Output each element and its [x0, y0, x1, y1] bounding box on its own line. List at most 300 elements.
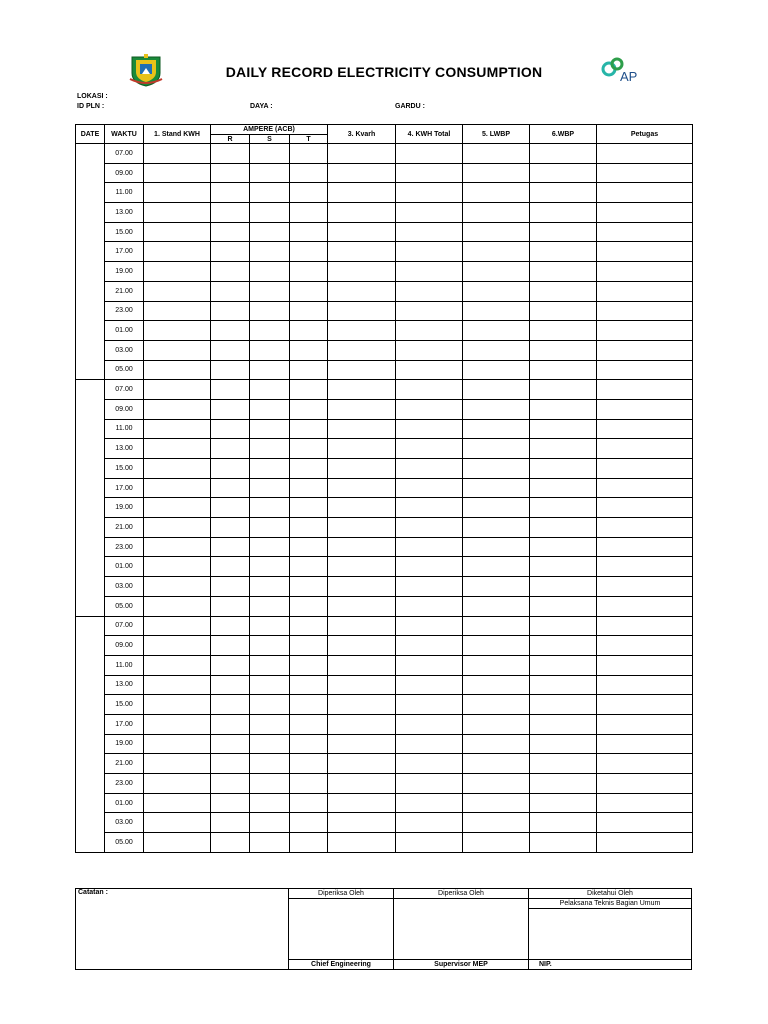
- ampere-s-cell[interactable]: [250, 636, 290, 656]
- ampere-t-cell[interactable]: [290, 203, 328, 223]
- wbp-cell[interactable]: [530, 262, 597, 282]
- stand-kwh-cell[interactable]: [144, 144, 211, 164]
- kwh-total-cell[interactable]: [396, 793, 463, 813]
- ampere-s-cell[interactable]: [250, 439, 290, 459]
- lwbp-cell[interactable]: [463, 459, 530, 479]
- date-cell[interactable]: [76, 144, 105, 380]
- lwbp-cell[interactable]: [463, 655, 530, 675]
- ampere-s-cell[interactable]: [250, 301, 290, 321]
- petugas-cell[interactable]: [597, 616, 693, 636]
- wbp-cell[interactable]: [530, 813, 597, 833]
- kwh-total-cell[interactable]: [396, 459, 463, 479]
- petugas-cell[interactable]: [597, 340, 693, 360]
- ampere-t-cell[interactable]: [290, 655, 328, 675]
- ampere-t-cell[interactable]: [290, 399, 328, 419]
- kwh-total-cell[interactable]: [396, 577, 463, 597]
- petugas-cell[interactable]: [597, 262, 693, 282]
- ampere-s-cell[interactable]: [250, 399, 290, 419]
- ampere-t-cell[interactable]: [290, 340, 328, 360]
- kwh-total-cell[interactable]: [396, 675, 463, 695]
- petugas-cell[interactable]: [597, 478, 693, 498]
- lwbp-cell[interactable]: [463, 616, 530, 636]
- stand-kwh-cell[interactable]: [144, 596, 211, 616]
- wbp-cell[interactable]: [530, 616, 597, 636]
- petugas-cell[interactable]: [597, 833, 693, 853]
- ampere-r-cell[interactable]: [211, 419, 250, 439]
- wbp-cell[interactable]: [530, 222, 597, 242]
- petugas-cell[interactable]: [597, 459, 693, 479]
- ampere-t-cell[interactable]: [290, 459, 328, 479]
- wbp-cell[interactable]: [530, 419, 597, 439]
- stand-kwh-cell[interactable]: [144, 321, 211, 341]
- ampere-t-cell[interactable]: [290, 675, 328, 695]
- ampere-t-cell[interactable]: [290, 518, 328, 538]
- kvarh-cell[interactable]: [328, 655, 396, 675]
- petugas-cell[interactable]: [597, 655, 693, 675]
- ampere-s-cell[interactable]: [250, 655, 290, 675]
- petugas-cell[interactable]: [597, 498, 693, 518]
- kvarh-cell[interactable]: [328, 557, 396, 577]
- lwbp-cell[interactable]: [463, 144, 530, 164]
- kvarh-cell[interactable]: [328, 281, 396, 301]
- kvarh-cell[interactable]: [328, 478, 396, 498]
- kwh-total-cell[interactable]: [396, 144, 463, 164]
- ampere-r-cell[interactable]: [211, 183, 250, 203]
- stand-kwh-cell[interactable]: [144, 163, 211, 183]
- ampere-t-cell[interactable]: [290, 144, 328, 164]
- ampere-r-cell[interactable]: [211, 714, 250, 734]
- wbp-cell[interactable]: [530, 281, 597, 301]
- lwbp-cell[interactable]: [463, 774, 530, 794]
- lwbp-cell[interactable]: [463, 714, 530, 734]
- lwbp-cell[interactable]: [463, 518, 530, 538]
- ampere-s-cell[interactable]: [250, 596, 290, 616]
- kvarh-cell[interactable]: [328, 734, 396, 754]
- ampere-s-cell[interactable]: [250, 419, 290, 439]
- ampere-t-cell[interactable]: [290, 833, 328, 853]
- ampere-r-cell[interactable]: [211, 833, 250, 853]
- ampere-t-cell[interactable]: [290, 498, 328, 518]
- petugas-cell[interactable]: [597, 281, 693, 301]
- kwh-total-cell[interactable]: [396, 399, 463, 419]
- ampere-r-cell[interactable]: [211, 439, 250, 459]
- petugas-cell[interactable]: [597, 813, 693, 833]
- stand-kwh-cell[interactable]: [144, 714, 211, 734]
- kvarh-cell[interactable]: [328, 577, 396, 597]
- ampere-r-cell[interactable]: [211, 577, 250, 597]
- wbp-cell[interactable]: [530, 714, 597, 734]
- ampere-t-cell[interactable]: [290, 714, 328, 734]
- petugas-cell[interactable]: [597, 636, 693, 656]
- ampere-t-cell[interactable]: [290, 262, 328, 282]
- ampere-s-cell[interactable]: [250, 518, 290, 538]
- petugas-cell[interactable]: [597, 203, 693, 223]
- petugas-cell[interactable]: [597, 321, 693, 341]
- kvarh-cell[interactable]: [328, 183, 396, 203]
- petugas-cell[interactable]: [597, 419, 693, 439]
- ampere-t-cell[interactable]: [290, 537, 328, 557]
- stand-kwh-cell[interactable]: [144, 183, 211, 203]
- petugas-cell[interactable]: [597, 537, 693, 557]
- wbp-cell[interactable]: [530, 498, 597, 518]
- stand-kwh-cell[interactable]: [144, 262, 211, 282]
- kwh-total-cell[interactable]: [396, 321, 463, 341]
- stand-kwh-cell[interactable]: [144, 340, 211, 360]
- kvarh-cell[interactable]: [328, 813, 396, 833]
- ampere-t-cell[interactable]: [290, 557, 328, 577]
- ampere-t-cell[interactable]: [290, 301, 328, 321]
- kwh-total-cell[interactable]: [396, 242, 463, 262]
- lwbp-cell[interactable]: [463, 340, 530, 360]
- wbp-cell[interactable]: [530, 695, 597, 715]
- lwbp-cell[interactable]: [463, 577, 530, 597]
- ampere-r-cell[interactable]: [211, 301, 250, 321]
- lwbp-cell[interactable]: [463, 360, 530, 380]
- kvarh-cell[interactable]: [328, 596, 396, 616]
- lwbp-cell[interactable]: [463, 439, 530, 459]
- ampere-r-cell[interactable]: [211, 655, 250, 675]
- kwh-total-cell[interactable]: [396, 655, 463, 675]
- petugas-cell[interactable]: [597, 183, 693, 203]
- ampere-s-cell[interactable]: [250, 242, 290, 262]
- petugas-cell[interactable]: [597, 577, 693, 597]
- wbp-cell[interactable]: [530, 242, 597, 262]
- kwh-total-cell[interactable]: [396, 537, 463, 557]
- kwh-total-cell[interactable]: [396, 301, 463, 321]
- ampere-s-cell[interactable]: [250, 163, 290, 183]
- petugas-cell[interactable]: [597, 675, 693, 695]
- ampere-r-cell[interactable]: [211, 616, 250, 636]
- wbp-cell[interactable]: [530, 734, 597, 754]
- ampere-r-cell[interactable]: [211, 537, 250, 557]
- ampere-s-cell[interactable]: [250, 557, 290, 577]
- ampere-r-cell[interactable]: [211, 774, 250, 794]
- lwbp-cell[interactable]: [463, 399, 530, 419]
- ampere-s-cell[interactable]: [250, 754, 290, 774]
- ampere-s-cell[interactable]: [250, 183, 290, 203]
- ampere-t-cell[interactable]: [290, 813, 328, 833]
- wbp-cell[interactable]: [530, 518, 597, 538]
- ampere-t-cell[interactable]: [290, 596, 328, 616]
- ampere-s-cell[interactable]: [250, 537, 290, 557]
- kvarh-cell[interactable]: [328, 242, 396, 262]
- ampere-s-cell[interactable]: [250, 793, 290, 813]
- lwbp-cell[interactable]: [463, 242, 530, 262]
- stand-kwh-cell[interactable]: [144, 636, 211, 656]
- date-cell[interactable]: [76, 616, 105, 852]
- kvarh-cell[interactable]: [328, 793, 396, 813]
- ampere-s-cell[interactable]: [250, 616, 290, 636]
- wbp-cell[interactable]: [530, 596, 597, 616]
- petugas-cell[interactable]: [597, 774, 693, 794]
- petugas-cell[interactable]: [597, 714, 693, 734]
- stand-kwh-cell[interactable]: [144, 399, 211, 419]
- ampere-s-cell[interactable]: [250, 695, 290, 715]
- kvarh-cell[interactable]: [328, 616, 396, 636]
- petugas-cell[interactable]: [597, 163, 693, 183]
- stand-kwh-cell[interactable]: [144, 754, 211, 774]
- kvarh-cell[interactable]: [328, 518, 396, 538]
- kvarh-cell[interactable]: [328, 459, 396, 479]
- kvarh-cell[interactable]: [328, 498, 396, 518]
- stand-kwh-cell[interactable]: [144, 439, 211, 459]
- stand-kwh-cell[interactable]: [144, 242, 211, 262]
- stand-kwh-cell[interactable]: [144, 833, 211, 853]
- kvarh-cell[interactable]: [328, 380, 396, 400]
- date-cell[interactable]: [76, 380, 105, 616]
- petugas-cell[interactable]: [597, 439, 693, 459]
- ampere-t-cell[interactable]: [290, 242, 328, 262]
- ampere-t-cell[interactable]: [290, 163, 328, 183]
- kwh-total-cell[interactable]: [396, 833, 463, 853]
- ampere-s-cell[interactable]: [250, 478, 290, 498]
- stand-kwh-cell[interactable]: [144, 459, 211, 479]
- wbp-cell[interactable]: [530, 557, 597, 577]
- ampere-s-cell[interactable]: [250, 321, 290, 341]
- lwbp-cell[interactable]: [463, 321, 530, 341]
- ampere-r-cell[interactable]: [211, 360, 250, 380]
- kwh-total-cell[interactable]: [396, 360, 463, 380]
- lwbp-cell[interactable]: [463, 833, 530, 853]
- lwbp-cell[interactable]: [463, 537, 530, 557]
- ampere-s-cell[interactable]: [250, 675, 290, 695]
- wbp-cell[interactable]: [530, 340, 597, 360]
- ampere-r-cell[interactable]: [211, 793, 250, 813]
- kvarh-cell[interactable]: [328, 754, 396, 774]
- wbp-cell[interactable]: [530, 774, 597, 794]
- wbp-cell[interactable]: [530, 754, 597, 774]
- kvarh-cell[interactable]: [328, 675, 396, 695]
- kwh-total-cell[interactable]: [396, 163, 463, 183]
- ampere-t-cell[interactable]: [290, 321, 328, 341]
- wbp-cell[interactable]: [530, 183, 597, 203]
- kvarh-cell[interactable]: [328, 301, 396, 321]
- lwbp-cell[interactable]: [463, 636, 530, 656]
- kvarh-cell[interactable]: [328, 636, 396, 656]
- wbp-cell[interactable]: [530, 321, 597, 341]
- stand-kwh-cell[interactable]: [144, 419, 211, 439]
- ampere-t-cell[interactable]: [290, 636, 328, 656]
- ampere-r-cell[interactable]: [211, 636, 250, 656]
- ampere-t-cell[interactable]: [290, 222, 328, 242]
- lwbp-cell[interactable]: [463, 478, 530, 498]
- ampere-s-cell[interactable]: [250, 380, 290, 400]
- stand-kwh-cell[interactable]: [144, 616, 211, 636]
- petugas-cell[interactable]: [597, 380, 693, 400]
- wbp-cell[interactable]: [530, 203, 597, 223]
- kvarh-cell[interactable]: [328, 774, 396, 794]
- wbp-cell[interactable]: [530, 380, 597, 400]
- ampere-r-cell[interactable]: [211, 340, 250, 360]
- kvarh-cell[interactable]: [328, 439, 396, 459]
- stand-kwh-cell[interactable]: [144, 577, 211, 597]
- kwh-total-cell[interactable]: [396, 616, 463, 636]
- wbp-cell[interactable]: [530, 655, 597, 675]
- ampere-t-cell[interactable]: [290, 793, 328, 813]
- kwh-total-cell[interactable]: [396, 380, 463, 400]
- lwbp-cell[interactable]: [463, 183, 530, 203]
- ampere-s-cell[interactable]: [250, 714, 290, 734]
- kwh-total-cell[interactable]: [396, 774, 463, 794]
- stand-kwh-cell[interactable]: [144, 380, 211, 400]
- kvarh-cell[interactable]: [328, 262, 396, 282]
- kwh-total-cell[interactable]: [396, 183, 463, 203]
- ampere-r-cell[interactable]: [211, 675, 250, 695]
- wbp-cell[interactable]: [530, 793, 597, 813]
- kwh-total-cell[interactable]: [396, 281, 463, 301]
- petugas-cell[interactable]: [597, 242, 693, 262]
- lwbp-cell[interactable]: [463, 596, 530, 616]
- stand-kwh-cell[interactable]: [144, 478, 211, 498]
- kwh-total-cell[interactable]: [396, 439, 463, 459]
- petugas-cell[interactable]: [597, 222, 693, 242]
- ampere-t-cell[interactable]: [290, 774, 328, 794]
- ampere-t-cell[interactable]: [290, 734, 328, 754]
- ampere-r-cell[interactable]: [211, 459, 250, 479]
- stand-kwh-cell[interactable]: [144, 655, 211, 675]
- wbp-cell[interactable]: [530, 439, 597, 459]
- ampere-t-cell[interactable]: [290, 754, 328, 774]
- kvarh-cell[interactable]: [328, 833, 396, 853]
- petugas-cell[interactable]: [597, 596, 693, 616]
- ampere-t-cell[interactable]: [290, 616, 328, 636]
- ampere-r-cell[interactable]: [211, 695, 250, 715]
- stand-kwh-cell[interactable]: [144, 813, 211, 833]
- stand-kwh-cell[interactable]: [144, 793, 211, 813]
- kwh-total-cell[interactable]: [396, 222, 463, 242]
- ampere-r-cell[interactable]: [211, 813, 250, 833]
- ampere-t-cell[interactable]: [290, 577, 328, 597]
- ampere-t-cell[interactable]: [290, 478, 328, 498]
- lwbp-cell[interactable]: [463, 380, 530, 400]
- kvarh-cell[interactable]: [328, 163, 396, 183]
- ampere-r-cell[interactable]: [211, 596, 250, 616]
- lwbp-cell[interactable]: [463, 675, 530, 695]
- stand-kwh-cell[interactable]: [144, 281, 211, 301]
- ampere-s-cell[interactable]: [250, 340, 290, 360]
- kvarh-cell[interactable]: [328, 419, 396, 439]
- petugas-cell[interactable]: [597, 301, 693, 321]
- ampere-t-cell[interactable]: [290, 380, 328, 400]
- ampere-s-cell[interactable]: [250, 734, 290, 754]
- ampere-s-cell[interactable]: [250, 498, 290, 518]
- stand-kwh-cell[interactable]: [144, 675, 211, 695]
- ampere-r-cell[interactable]: [211, 734, 250, 754]
- stand-kwh-cell[interactable]: [144, 537, 211, 557]
- ampere-t-cell[interactable]: [290, 281, 328, 301]
- wbp-cell[interactable]: [530, 537, 597, 557]
- ampere-r-cell[interactable]: [211, 281, 250, 301]
- petugas-cell[interactable]: [597, 360, 693, 380]
- kwh-total-cell[interactable]: [396, 419, 463, 439]
- stand-kwh-cell[interactable]: [144, 557, 211, 577]
- kwh-total-cell[interactable]: [396, 518, 463, 538]
- lwbp-cell[interactable]: [463, 281, 530, 301]
- ampere-s-cell[interactable]: [250, 281, 290, 301]
- ampere-t-cell[interactable]: [290, 360, 328, 380]
- ampere-r-cell[interactable]: [211, 754, 250, 774]
- lwbp-cell[interactable]: [463, 734, 530, 754]
- ampere-r-cell[interactable]: [211, 242, 250, 262]
- wbp-cell[interactable]: [530, 833, 597, 853]
- kvarh-cell[interactable]: [328, 537, 396, 557]
- petugas-cell[interactable]: [597, 793, 693, 813]
- ampere-r-cell[interactable]: [211, 144, 250, 164]
- wbp-cell[interactable]: [530, 577, 597, 597]
- kvarh-cell[interactable]: [328, 695, 396, 715]
- kwh-total-cell[interactable]: [396, 478, 463, 498]
- ampere-r-cell[interactable]: [211, 321, 250, 341]
- ampere-r-cell[interactable]: [211, 262, 250, 282]
- ampere-r-cell[interactable]: [211, 163, 250, 183]
- stand-kwh-cell[interactable]: [144, 222, 211, 242]
- ampere-t-cell[interactable]: [290, 695, 328, 715]
- wbp-cell[interactable]: [530, 301, 597, 321]
- kwh-total-cell[interactable]: [396, 714, 463, 734]
- ampere-s-cell[interactable]: [250, 459, 290, 479]
- ampere-t-cell[interactable]: [290, 419, 328, 439]
- ampere-s-cell[interactable]: [250, 774, 290, 794]
- petugas-cell[interactable]: [597, 734, 693, 754]
- ampere-s-cell[interactable]: [250, 222, 290, 242]
- lwbp-cell[interactable]: [463, 419, 530, 439]
- ampere-s-cell[interactable]: [250, 262, 290, 282]
- ampere-r-cell[interactable]: [211, 557, 250, 577]
- petugas-cell[interactable]: [597, 695, 693, 715]
- kwh-total-cell[interactable]: [396, 596, 463, 616]
- kvarh-cell[interactable]: [328, 203, 396, 223]
- kwh-total-cell[interactable]: [396, 754, 463, 774]
- ampere-r-cell[interactable]: [211, 222, 250, 242]
- stand-kwh-cell[interactable]: [144, 360, 211, 380]
- kvarh-cell[interactable]: [328, 714, 396, 734]
- ampere-s-cell[interactable]: [250, 144, 290, 164]
- lwbp-cell[interactable]: [463, 222, 530, 242]
- kwh-total-cell[interactable]: [396, 203, 463, 223]
- lwbp-cell[interactable]: [463, 754, 530, 774]
- kwh-total-cell[interactable]: [396, 636, 463, 656]
- wbp-cell[interactable]: [530, 144, 597, 164]
- ampere-t-cell[interactable]: [290, 183, 328, 203]
- kwh-total-cell[interactable]: [396, 557, 463, 577]
- kvarh-cell[interactable]: [328, 144, 396, 164]
- kwh-total-cell[interactable]: [396, 262, 463, 282]
- wbp-cell[interactable]: [530, 675, 597, 695]
- ampere-r-cell[interactable]: [211, 203, 250, 223]
- ampere-s-cell[interactable]: [250, 203, 290, 223]
- lwbp-cell[interactable]: [463, 301, 530, 321]
- lwbp-cell[interactable]: [463, 695, 530, 715]
- kwh-total-cell[interactable]: [396, 695, 463, 715]
- ampere-s-cell[interactable]: [250, 577, 290, 597]
- stand-kwh-cell[interactable]: [144, 734, 211, 754]
- stand-kwh-cell[interactable]: [144, 301, 211, 321]
- lwbp-cell[interactable]: [463, 813, 530, 833]
- stand-kwh-cell[interactable]: [144, 498, 211, 518]
- kvarh-cell[interactable]: [328, 222, 396, 242]
- wbp-cell[interactable]: [530, 478, 597, 498]
- lwbp-cell[interactable]: [463, 163, 530, 183]
- lwbp-cell[interactable]: [463, 557, 530, 577]
- wbp-cell[interactable]: [530, 163, 597, 183]
- stand-kwh-cell[interactable]: [144, 518, 211, 538]
- lwbp-cell[interactable]: [463, 262, 530, 282]
- kvarh-cell[interactable]: [328, 340, 396, 360]
- wbp-cell[interactable]: [530, 360, 597, 380]
- kwh-total-cell[interactable]: [396, 813, 463, 833]
- ampere-s-cell[interactable]: [250, 813, 290, 833]
- stand-kwh-cell[interactable]: [144, 695, 211, 715]
